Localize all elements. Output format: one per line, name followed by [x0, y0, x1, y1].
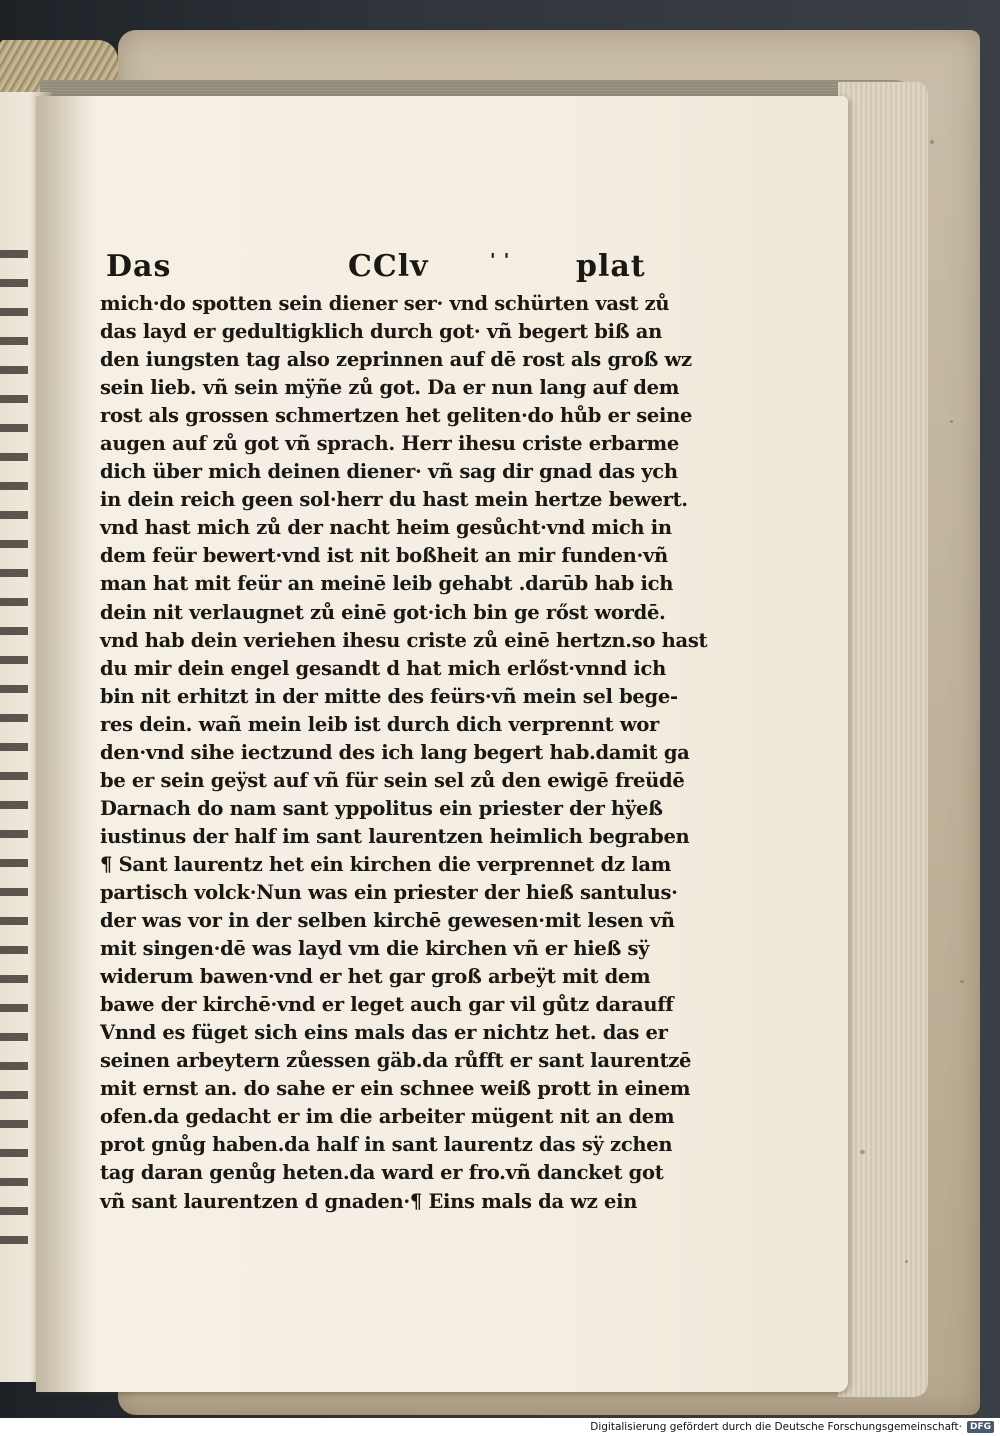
text-line: iustinus der half im sant laurentzen heimlich begraben: [100, 824, 690, 848]
text-line: widerum bawen·vnd er het gar groß arbeÿt mit dem: [100, 965, 651, 989]
paper-speck: [860, 1150, 865, 1154]
text-line: prot gnůg haben.da half in sant laurentz das sÿ zchen: [100, 1133, 673, 1157]
text-line: Vnnd es füget sich eins mals das er nichtz het. das er: [100, 1021, 668, 1045]
paper-speck: [950, 420, 953, 423]
text-lines: [100, 290, 710, 1216]
text-line: seinen arbeytern zůessen gäb.da růfft er sant laurentzē: [100, 1049, 692, 1073]
running-head-left: Das: [106, 249, 172, 284]
text-line: partisch volck·Nun was ein priester der hieß santulus·: [100, 880, 678, 904]
paper-speck: [930, 140, 934, 144]
running-head-marks: ' ': [490, 250, 511, 271]
text-line: man hat mit feür an meinē leib gehabt .darūb hab ich: [100, 572, 674, 596]
text-line: ¶ Sant laurentz het ein kirchen die verprennet dz lam: [100, 852, 672, 876]
text-line: vnd hab dein veriehen ihesu criste zů einē hertzn.so hast: [100, 628, 708, 652]
text-line: dein nit verlaugnet zů einē got·ich bin ge rőst wordē.: [100, 600, 666, 624]
page-text-block: [100, 244, 710, 1216]
text-line: das layd er gedultigklich durch got· vñ begert biß an: [100, 320, 662, 344]
text-line: der was vor in der selben kirchē gewesen·mit lesen vñ: [100, 909, 675, 933]
text-line: sein lieb. vñ sein mÿñe zů got. Da er nun lang auf dem: [100, 376, 680, 400]
text-line: vñ sant laurentzen d gnaden·¶ Eins mals da wz ein: [100, 1189, 638, 1213]
footer-bar: [0, 1418, 1000, 1436]
folio-number: CClv: [348, 249, 429, 284]
text-line: dem feür bewert·vnd ist nit boßheit an mir funden·vñ: [100, 544, 668, 568]
gutter-shadow: [36, 96, 96, 1392]
paper-speck: [960, 980, 964, 983]
left-page-text-fragment: [0, 250, 28, 1250]
text-line: den·vnd sihe iectzund des ich lang begert hab.damit ga: [100, 740, 690, 764]
page-block-fore-edge: [838, 82, 928, 1397]
dfg-logo: DFG: [967, 1421, 994, 1433]
text-line: vnd hast mich zů der nacht heim gesůcht·vnd mich in: [100, 516, 672, 540]
text-line: rost als grossen schmertzen het geliten·do hůb er seine: [100, 404, 693, 428]
text-line: den iungsten tag also zeprinnen auf dē rost als groß wz: [100, 348, 692, 372]
text-line: augen auf zů got vñ sprach. Herr ihesu criste erbarme: [100, 432, 679, 456]
text-line: du mir dein engel gesandt d hat mich erlőst·vnnd ich: [100, 656, 666, 680]
book-page: [36, 96, 848, 1392]
running-head-right: plat: [576, 249, 646, 284]
text-line: mit ernst an. do sahe er ein schnee weiß prott in einem: [100, 1077, 691, 1101]
paper-speck: [905, 1260, 908, 1263]
text-line: bin nit erhitzt in der mitte des feürs·vñ mein sel bege-: [100, 684, 678, 708]
text-line: Darnach do nam sant yppolitus ein priester der hÿeß: [100, 796, 663, 820]
text-line: in dein reich geen sol·herr du hast mein hertze bewert.: [100, 488, 688, 512]
text-line: ofen.da gedacht er im die arbeiter mügent nit an dem: [100, 1105, 675, 1129]
text-line: bawe der kirchē·vnd er leget auch gar vil gůtz darauff: [100, 993, 674, 1017]
text-line: mich·do spotten sein diener ser· vnd schürten vast zů: [100, 292, 670, 315]
text-line: res dein. wañ mein leib ist durch dich verprennt wor: [100, 712, 660, 736]
text-line: be er sein geÿst auf vñ für sein sel zů den ewigē freüdē: [100, 768, 685, 792]
running-head: [100, 244, 710, 290]
footer-credit: Digitalisierung gefördert durch die Deutsche Forschungsgemeinschaft·: [590, 1421, 962, 1433]
text-line: tag daran genůg heten.da ward er fro.vñ dancket got: [100, 1161, 664, 1185]
text-line: dich über mich deinen diener· vñ sag dir gnad das ych: [100, 460, 678, 484]
text-line: mit singen·dē was layd vm die kirchen vñ er hieß sÿ: [100, 937, 650, 961]
